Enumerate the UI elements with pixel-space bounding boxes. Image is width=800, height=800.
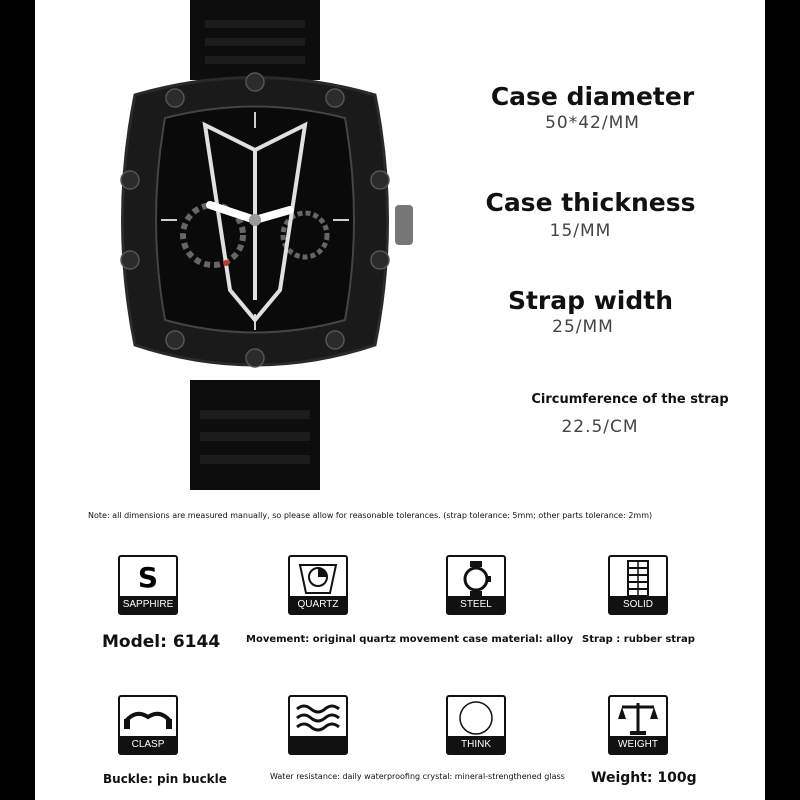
spec-value: 22.5/CM <box>561 417 639 437</box>
spec-value: 50*42/MM <box>545 113 640 133</box>
spec-case-thickness <box>478 188 703 241</box>
model-caption: Model: 6144 <box>102 632 221 652</box>
badge-solid <box>608 555 668 615</box>
badge-quartz <box>288 555 348 615</box>
scale-icon <box>610 697 666 738</box>
badge-weight <box>608 695 668 755</box>
sapphire-s-icon: S <box>137 561 159 594</box>
measurement-note: Note: all dimensions are measured manually, so please allow for reasonable tolerances. (strap tolerance: 5mm; other parts tolerance: 2mm) <box>88 511 653 520</box>
strap-caption: Strap : rubber strap <box>582 634 695 645</box>
movement-caption: Movement: original quartz movement case material: alloy <box>246 634 574 645</box>
spec-title: Strap width <box>507 286 674 315</box>
weight-caption: Weight: 100g <box>591 770 697 786</box>
water-caption: Water resistance: daily waterproofing crystal: mineral-strengthened glass <box>270 772 565 781</box>
badge-think <box>446 695 506 755</box>
spec-value: 25/MM <box>552 317 614 337</box>
badge-label: STEEL <box>448 596 504 613</box>
badge-sapphire <box>118 555 178 615</box>
badge-label: THINK <box>448 736 504 753</box>
clasp-icon <box>120 697 176 738</box>
crystal-circle-icon <box>448 697 504 738</box>
spec-title: Case thickness <box>485 188 696 217</box>
badge-clasp <box>118 695 178 755</box>
watch-image <box>95 0 415 490</box>
badge-label: WEIGHT <box>610 736 666 753</box>
badge-label: SAPPHIRE <box>120 596 176 613</box>
badge-label: CLASP <box>120 736 176 753</box>
spec-strap-width <box>478 286 703 337</box>
buckle-caption: Buckle: pin buckle <box>103 772 227 786</box>
steel-case-icon <box>448 557 504 598</box>
spec-title: Circumference of the strap <box>531 392 729 407</box>
spec-value: 15/MM <box>549 221 612 241</box>
spec-case-diameter <box>480 82 705 133</box>
quartz-movement-icon <box>290 557 346 598</box>
spec-title: Case diameter <box>490 82 695 111</box>
badge-water <box>288 695 348 755</box>
badge-label <box>290 736 346 753</box>
spec-circumference <box>515 392 745 437</box>
solid-bracelet-icon <box>610 557 666 598</box>
badge-steel <box>446 555 506 615</box>
badge-label: QUARTZ <box>290 596 346 613</box>
water-waves-icon <box>290 697 346 738</box>
badge-label: SOLID <box>610 596 666 613</box>
